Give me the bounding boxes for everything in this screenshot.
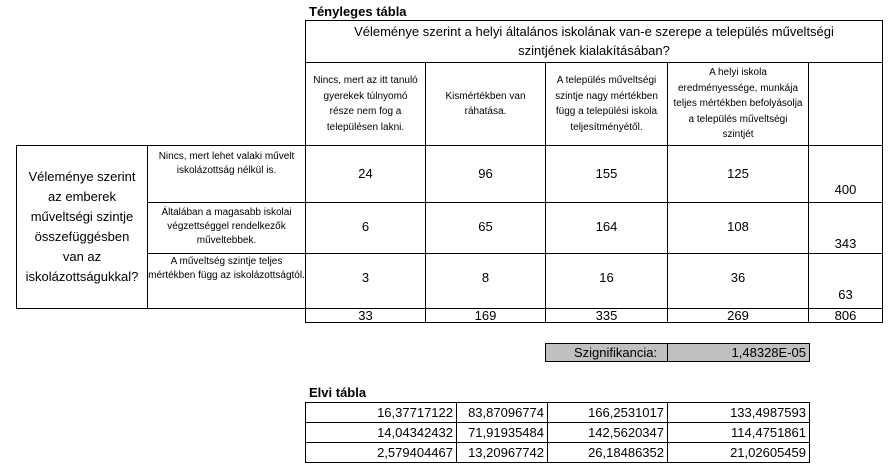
significance-value: 1,48328E-05 [731,345,806,360]
column-question-header: Véleménye szerint a helyi általános iskolának van-e szerepe a település műveltségi szintjének kialakításában? [305,20,883,63]
cell-r3-c1: 3 [305,253,426,309]
col-total-1: 33 [305,308,426,323]
row-total-2: 343 [808,202,883,254]
row-label-2: Általában a magasabb iskolai végzettséggel rendelkezők műveltebbek. [147,202,306,254]
cell-r1-c2: 96 [425,145,546,203]
row-label-1: Nincs, mert lehet valaki művelt iskolázottság nélkül is. [147,145,306,203]
actual-table-title: Tényleges tábla [309,4,407,19]
expected-cell-r1-c4: 133,4987593 [667,402,810,423]
expected-cell-r1-c2: 83,87096774 [456,402,548,423]
column-header-4: A helyi iskola eredményessége, munkája teljes mértékben befolyásolja a település műveltségi szintjét [667,62,809,146]
expected-cell-r3-c2: 13,20967742 [456,442,548,463]
row-total-3: 63 [808,253,883,309]
expected-cell-r2-c1: 14,04342432 [305,422,457,443]
column-header-1: Nincs, mert az itt tanuló gyerekek túlnyomó része nem fog a településen lakni. [305,62,426,146]
cell-r2-c3: 164 [545,202,668,254]
expected-cell-r3-c3: 26,18486352 [547,442,668,463]
row-total-1: 400 [808,145,883,203]
cell-r2-c4: 108 [667,202,809,254]
expected-cell-r2-c3: 142,5620347 [547,422,668,443]
significance-divider [667,343,668,362]
cell-r3-c3: 16 [545,253,668,309]
cell-r2-c2: 65 [425,202,546,254]
row-question-header: Véleménye szerint az emberek műveltségi szintje összefüggésben van az iskolázottságukkal? [16,145,148,309]
cell-r3-c2: 8 [425,253,546,309]
expected-cell-r1-c1: 16,37717122 [305,402,457,423]
expected-table-title: Elvi tábla [309,385,367,400]
expected-cell-r2-c4: 114,4751861 [667,422,810,443]
cell-r1-c3: 155 [545,145,668,203]
column-header-2: Kismértékben van ráhatása. [425,62,546,146]
grand-total: 806 [808,308,883,323]
expected-cell-r3-c4: 21,02605459 [667,442,810,463]
column-header-3: A település műveltségi szintje nagy mértékben függ a települési iskola teljesítményétől. [545,62,668,146]
cell-r1-c4: 125 [667,145,809,203]
col-total-4: 269 [667,308,809,323]
cell-r2-c1: 6 [305,202,426,254]
expected-cell-r3-c1: 2,579404467 [305,442,457,463]
significance-label: Szignifikancia: [574,345,658,360]
expected-cell-r2-c2: 71,91935484 [456,422,548,443]
cell-r1-c1: 24 [305,145,426,203]
col-total-2: 169 [425,308,546,323]
row-label-3: A műveltség szintje teljes mértékben függ az iskolázottságtól. [147,253,306,309]
total-header-empty [808,62,883,146]
expected-cell-r1-c3: 166,2531017 [547,402,668,423]
cell-r3-c4: 36 [667,253,809,309]
significance-box [545,343,810,362]
col-total-3: 335 [545,308,668,323]
